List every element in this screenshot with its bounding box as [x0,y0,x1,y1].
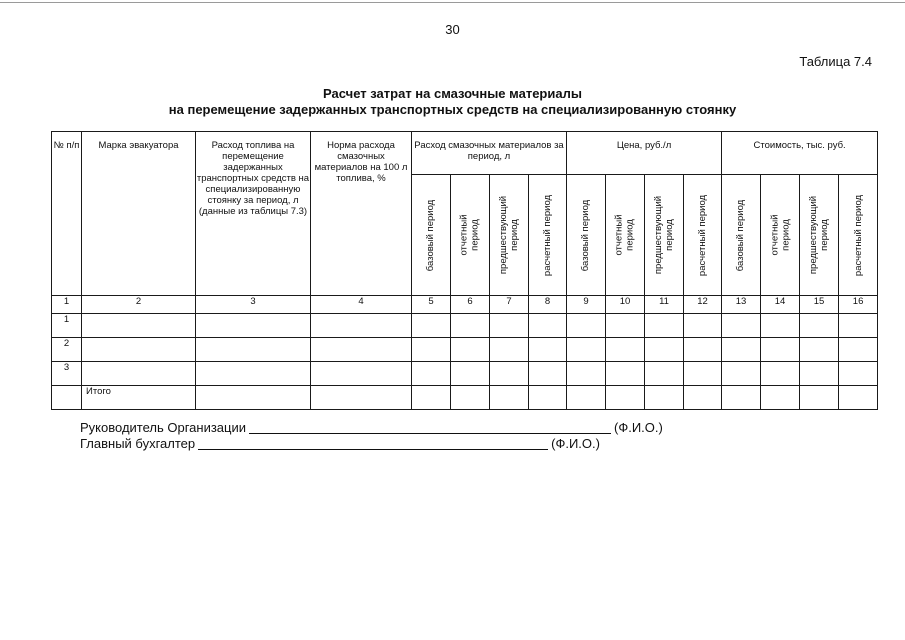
data-cell[interactable] [839,314,878,338]
data-cell[interactable] [196,338,311,362]
header-period-text: период [509,219,521,251]
header-period-label [542,194,553,275]
data-cell[interactable] [645,362,684,386]
data-cell[interactable] [606,386,645,410]
data-cell[interactable] [722,314,761,338]
data-cell[interactable] [412,314,451,338]
column-number: 14 [761,296,800,314]
data-cell[interactable] [412,338,451,362]
header-period-label [581,199,592,270]
data-cell[interactable] [761,338,800,362]
data-cell[interactable] [311,314,412,338]
header-period-label [459,214,481,255]
header-period-text: отчетный [769,214,781,256]
data-cell[interactable] [196,314,311,338]
data-cell[interactable] [451,314,490,338]
header-period-label [769,214,791,255]
header-period-cell [451,175,490,296]
data-cell[interactable] [722,338,761,362]
data-cell[interactable] [839,338,878,362]
row-label-cell[interactable] [82,362,196,386]
data-cell[interactable] [567,362,606,386]
table-row [52,338,878,362]
accountant-signature-field[interactable] [198,437,548,450]
data-cell[interactable] [606,362,645,386]
data-cell[interactable] [412,362,451,386]
column-number: 12 [684,296,722,314]
header-group-cost: Стоимость, тыс. руб. [722,132,878,175]
accountant-signature-suffix: (Ф.И.О.) [551,436,600,451]
data-cell[interactable] [645,338,684,362]
data-cell[interactable] [567,338,606,362]
data-cell[interactable] [567,386,606,410]
document-title-line-1: Расчет затрат на смазочные материалы [323,86,582,101]
header-period-cell [839,175,878,296]
data-cell[interactable] [761,362,800,386]
data-cell[interactable] [451,362,490,386]
header-period-cell [761,175,800,296]
data-cell[interactable] [567,314,606,338]
data-cell[interactable] [490,386,529,410]
header-period-text: предшествующий [653,195,665,275]
header-period-cell [645,175,684,296]
header-period-label [808,196,830,274]
data-cell[interactable] [645,314,684,338]
header-period-text: отчетный [459,214,471,256]
row-number-cell: 2 [52,338,82,362]
data-cell[interactable] [529,386,567,410]
data-cell[interactable] [196,362,311,386]
column-number: 15 [800,296,839,314]
header-period-label [498,196,520,274]
data-cell[interactable] [839,386,878,410]
column-number: 2 [82,296,196,314]
data-cell[interactable] [311,362,412,386]
header-period-label [697,194,708,275]
row-label-cell[interactable] [82,314,196,338]
data-cell[interactable] [800,338,839,362]
head-signature-label: Руководитель Организации [80,420,246,435]
header-period-text: расчетный период [852,194,864,276]
data-cell[interactable] [490,362,529,386]
header-period-cell [722,175,761,296]
data-cell[interactable] [606,338,645,362]
header-period-text: базовый период [425,199,437,271]
column-number: 13 [722,296,761,314]
document-title-line-2: на перемещение задержанных транспортных средств на специализированную стоянку [168,102,737,117]
data-cell[interactable] [684,314,722,338]
data-cell[interactable] [529,338,567,362]
data-cell[interactable] [529,362,567,386]
table-row [52,362,878,386]
data-cell[interactable] [684,386,722,410]
data-cell[interactable] [722,386,761,410]
header-period-text: период [780,219,792,251]
column-number: 8 [529,296,567,314]
column-number: 9 [567,296,606,314]
column-number: 16 [839,296,878,314]
header-period-text: период [470,219,482,251]
header-group-price: Цена, руб./л [567,132,722,175]
data-cell[interactable] [529,314,567,338]
column-number: 11 [645,296,684,314]
data-cell[interactable] [451,338,490,362]
column-number: 6 [451,296,490,314]
column-number: 5 [412,296,451,314]
header-period-label [736,199,747,270]
table-row [52,314,878,338]
header-period-text: период [819,219,831,251]
page-top-edge-line [0,2,905,3]
header-period-text: период [664,219,676,251]
table-label: Таблица 7.4 [799,54,872,69]
row-number-cell: 1 [52,314,82,338]
data-cell[interactable] [722,362,761,386]
data-cell[interactable] [800,314,839,338]
column-number: 7 [490,296,529,314]
header-period-label [853,194,864,275]
header-period-cell [567,175,606,296]
page-number: 30 [445,22,460,37]
data-cell[interactable] [412,386,451,410]
header-num: № п/п [52,132,82,296]
column-number: 10 [606,296,645,314]
data-cell[interactable] [606,314,645,338]
header-period-text: отчетный [614,214,626,256]
head-signature-field[interactable] [249,421,611,434]
header-period-text: базовый период [580,199,592,271]
header-period-text: предшествующий [498,195,510,275]
header-period-cell [606,175,645,296]
data-cell[interactable] [490,314,529,338]
accountant-signature-label: Главный бухгалтер [80,436,196,451]
header-period-cell [490,175,529,296]
row-label-cell[interactable] [82,338,196,362]
data-cell[interactable] [839,362,878,386]
data-cell[interactable] [761,314,800,338]
header-brand: Марка эвакуатора [82,132,196,296]
header-period-text: расчетный период [542,194,554,276]
header-period-cell [412,175,451,296]
head-signature-suffix: (Ф.И.О.) [614,420,663,435]
header-period-text: расчетный период [697,194,709,276]
head-signature-line [80,420,663,436]
column-number: 3 [196,296,311,314]
data-cell[interactable] [645,386,684,410]
header-period-text: период [625,219,637,251]
data-cell[interactable] [311,386,412,410]
row-number-cell: 3 [52,362,82,386]
data-cell[interactable] [684,338,722,362]
data-cell[interactable] [490,338,529,362]
header-group-consumption: Расход смазочных материалов за период, л [412,132,567,175]
column-number: 1 [52,296,82,314]
row-number-cell [52,386,82,410]
data-cell[interactable] [684,362,722,386]
header-norm: Норма расхода смазочных материалов на 100 л топлива, % [311,132,412,296]
header-period-cell [800,175,839,296]
data-cell[interactable] [311,338,412,362]
data-cell[interactable] [761,386,800,410]
row-label-cell[interactable]: Итого [82,386,196,410]
data-cell[interactable] [451,386,490,410]
header-period-label [653,196,675,274]
table-body [52,314,878,410]
data-cell[interactable] [800,386,839,410]
accountant-signature-line [80,436,600,452]
column-number-row [52,296,878,314]
data-cell[interactable] [800,362,839,386]
header-period-cell [529,175,567,296]
header-row-main [52,132,878,175]
header-fuel-consumption: Расход топлива на перемещение задержанных транспортных средств на специализированную стоянку за период, л (данные из таблицы 7.3) [196,132,311,296]
header-period-label [426,199,437,270]
header-period-cell [684,175,722,296]
table-row [52,386,878,410]
data-cell[interactable] [196,386,311,410]
column-number: 4 [311,296,412,314]
header-period-label [614,214,636,255]
header-period-text: базовый период [735,199,747,271]
header-period-text: предшествующий [808,195,820,275]
lubricant-cost-table [51,131,878,410]
